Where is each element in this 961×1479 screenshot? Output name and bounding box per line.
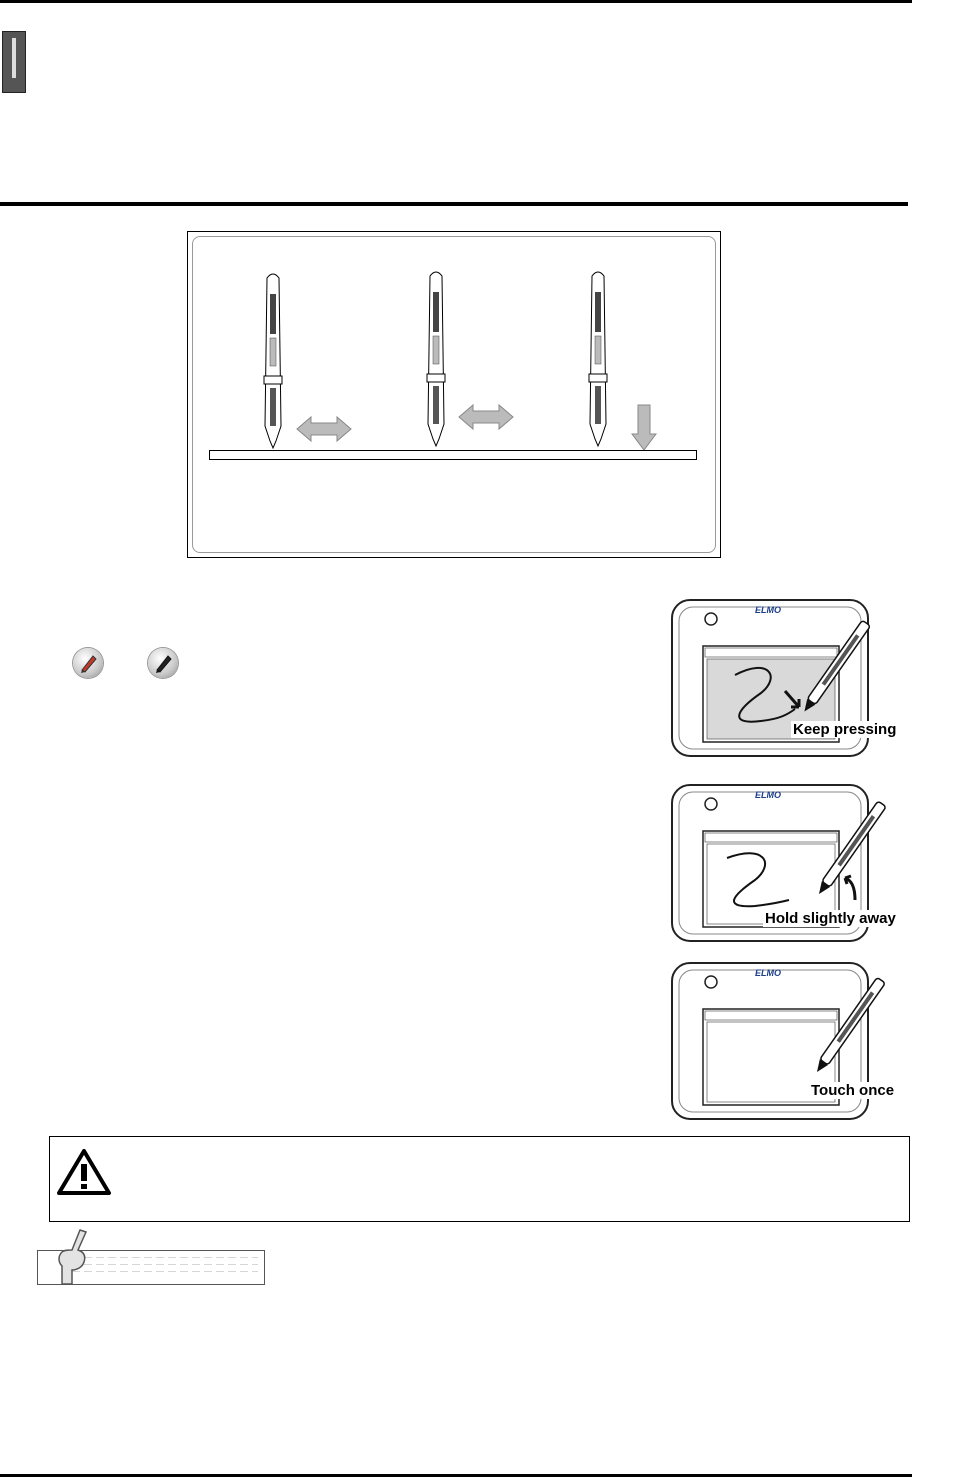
double-arrow-left-icon: [297, 417, 351, 441]
red-pen-mode-icon: [73, 648, 103, 678]
tablet-label-touch-once: Touch once: [811, 1082, 895, 1099]
bottom-rule: [0, 1474, 912, 1477]
pen-left: [264, 274, 282, 448]
svg-text:ELMO: ELMO: [755, 605, 781, 615]
svg-text:ELMO: ELMO: [755, 790, 781, 800]
section-divider: [0, 202, 908, 206]
tablet-label-hold-slightly-away: Hold slightly away: [765, 910, 896, 927]
writing-surface: [209, 450, 697, 460]
svg-text:ELMO: ELMO: [755, 968, 781, 978]
pen-right: [589, 272, 607, 446]
tablet-label-keep-pressing: Keep pressing: [793, 721, 897, 738]
pen-middle: [427, 272, 445, 446]
warning-triangle-icon: [56, 1148, 112, 1196]
top-rule: [0, 0, 912, 3]
caution-box: [49, 1136, 910, 1222]
double-arrow-middle-icon: [459, 405, 513, 429]
pointing-hand-icon: [50, 1228, 98, 1286]
down-arrow-icon: [632, 405, 656, 450]
pen-operation-illustration: [187, 231, 721, 558]
black-pen-mode-icon: [148, 648, 178, 678]
section-tab-marker: [2, 31, 26, 93]
